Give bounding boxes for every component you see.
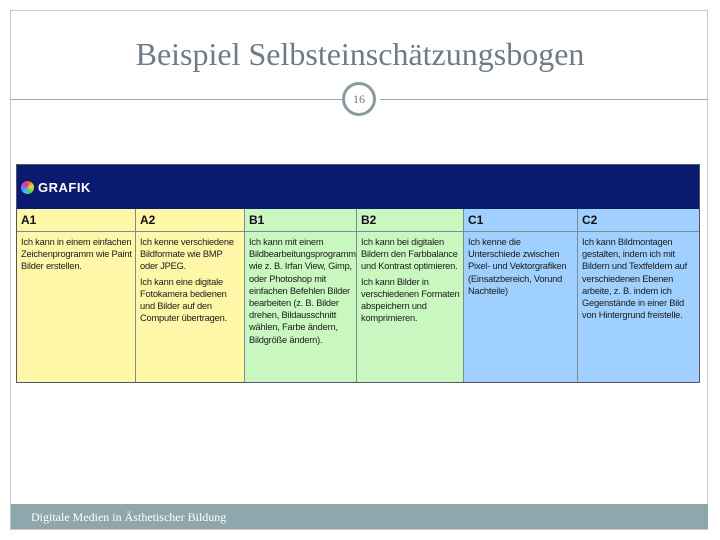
table-header-label: GRAFIK	[38, 179, 91, 195]
level-column-c2	[578, 209, 699, 382]
level-label: B1	[245, 209, 356, 232]
level-description	[357, 232, 463, 327]
description-text: Ich kann mit einem Bildbearbeitungsprogramm wie z. B. Irfan View, Gimp, oder Photoshop mit einfachen Befehlen Bilder bearbeiten (z. B. Bilder drehen, Bildausschnitt wählen, Farbe ändern, Bildgröße ändern).	[249, 237, 356, 345]
level-column-c1	[464, 209, 578, 382]
level-label: A1	[17, 209, 135, 232]
level-description	[136, 232, 244, 327]
level-label: B2	[357, 209, 463, 232]
level-description	[578, 232, 699, 324]
level-description	[17, 232, 135, 276]
footer-bar	[11, 504, 708, 529]
level-description	[464, 232, 577, 300]
footer-text: Digitale Medien in Ästhetischer Bildung	[31, 510, 227, 524]
color-wheel-icon	[21, 181, 34, 194]
slide-title: Beispiel Selbsteinschätzungsbogen	[135, 36, 585, 72]
description-text: Ich kenne verschiedene Bildformate wie BMP oder JPEG.	[140, 237, 234, 272]
level-column-a2	[136, 209, 245, 382]
level-column-a1	[17, 209, 136, 382]
page-number: 16	[353, 91, 365, 106]
description-text: Ich kann Bildmontagen gestalten, indem ich mit Bildern und Textfeldern auf verschiedenen Ebenen arbeite, z. B. indem ich Gegenstände in einer Bild von Hintergrund freistelle.	[582, 237, 688, 321]
level-label: C2	[578, 209, 699, 232]
title-rule-left	[11, 99, 342, 100]
description-text: Ich kenne die Unterschiede zwischen Pixel- und Vektorgrafiken (Einsatzbereich, Vorund Nachteile)	[468, 237, 567, 296]
title-rule-right	[380, 99, 707, 100]
level-column-b2	[357, 209, 464, 382]
description-text: Ich kann Bilder in verschiedenen Formaten abspeichern und komprimieren.	[361, 276, 460, 324]
level-columns	[17, 209, 699, 382]
competency-table	[16, 164, 700, 383]
level-label: A2	[136, 209, 244, 232]
description-text: Ich kann bei digitalen Bildern den Farbbalance und Kontrast optimieren.	[361, 237, 458, 272]
description-text: Ich kann in einem einfachen Zeichenprogramm wie Paint Bilder erstellen.	[21, 237, 132, 272]
level-column-b1	[245, 209, 357, 382]
level-description	[245, 232, 356, 349]
description-text: Ich kann eine digitale Fotokamera bedienen und Bilder auf den Computer übertragen.	[140, 276, 227, 324]
table-header	[17, 165, 699, 209]
page-number-badge	[342, 82, 376, 116]
level-label: C1	[464, 209, 577, 232]
